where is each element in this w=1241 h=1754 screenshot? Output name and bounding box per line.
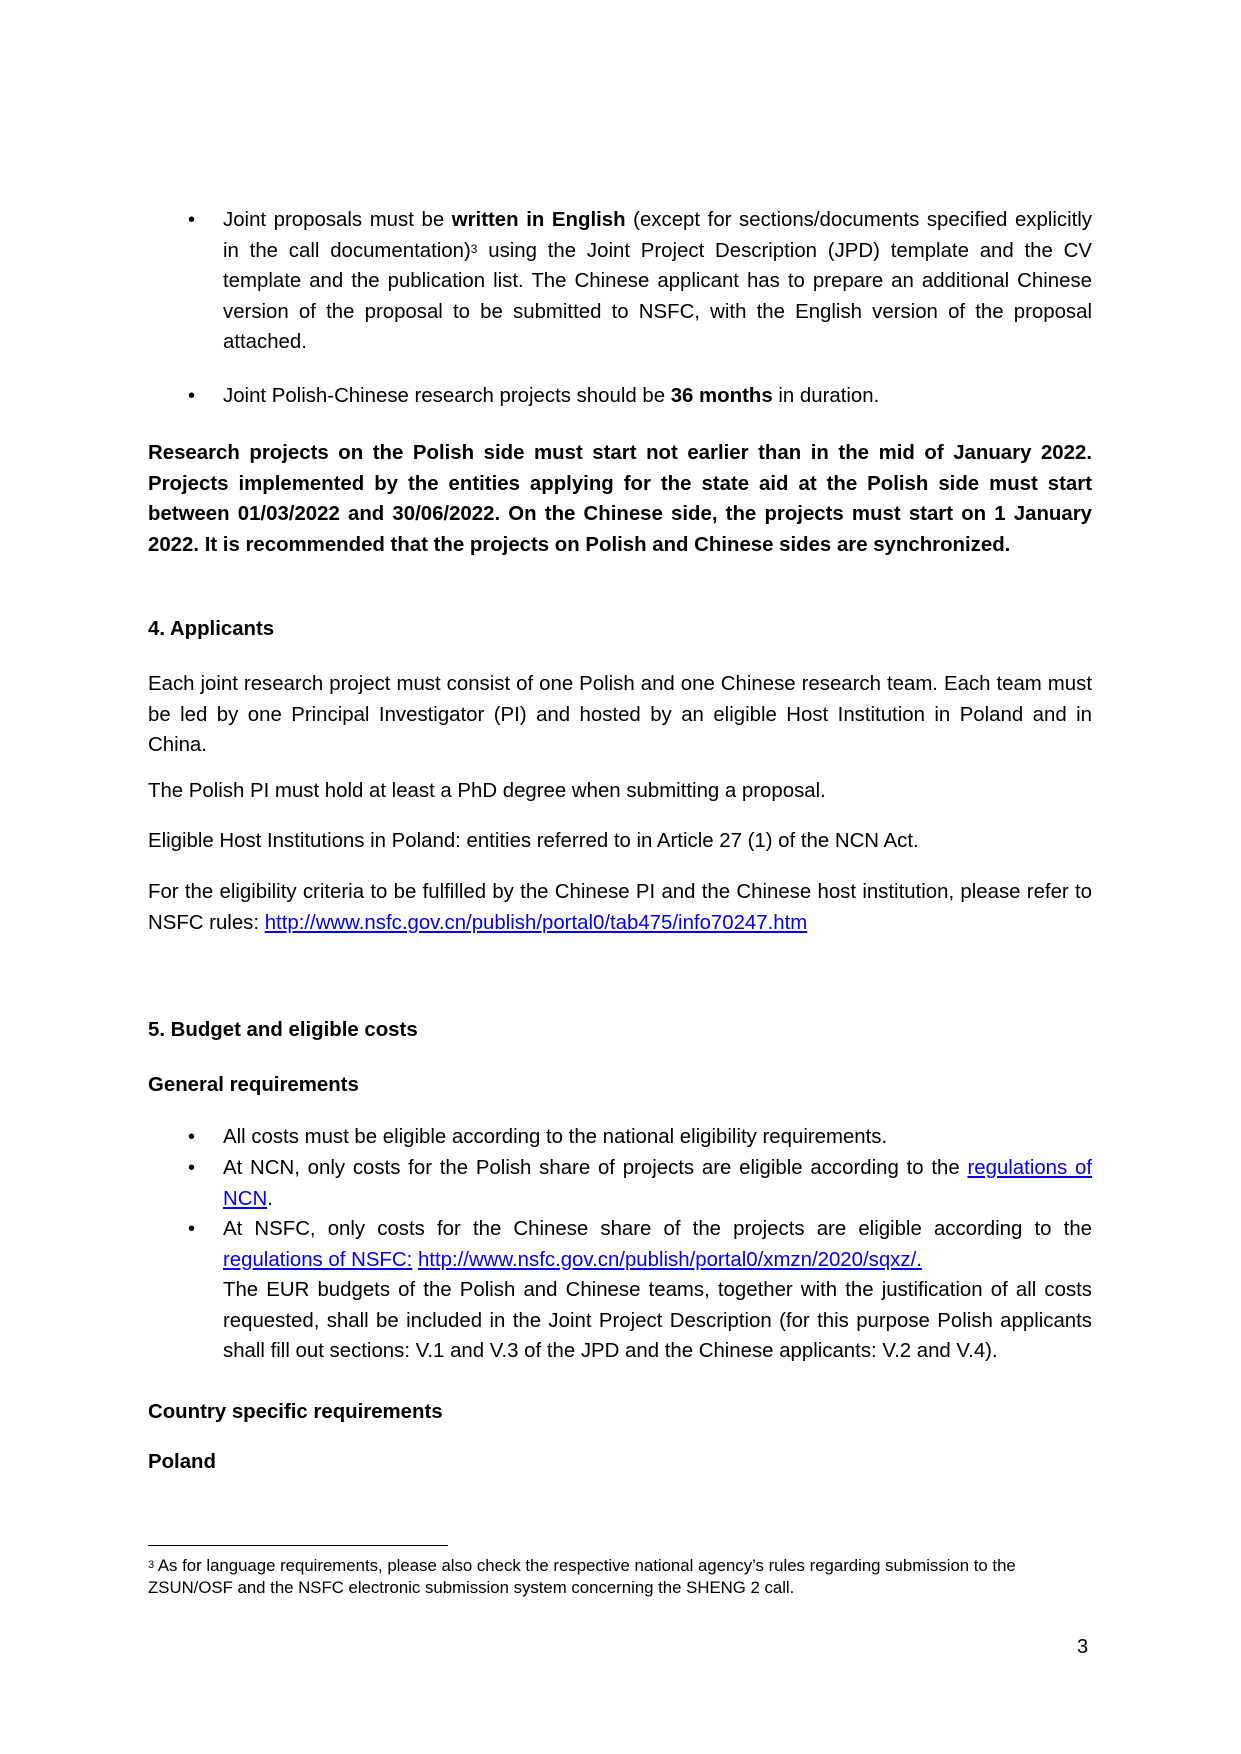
bold-text: 36 months bbox=[670, 385, 773, 407]
paragraph-text: For the eligibility criteria to be fulfilled by the Chinese PI and the Chinese host institution, please refer to NSFC rules: bbox=[148, 881, 1092, 934]
footnote-number: 3 bbox=[148, 1559, 155, 1571]
page-number: 3 bbox=[1077, 1636, 1089, 1658]
footnote-text: As for language requirements, please also check the respective national agency’s rules regarding submission to the ZSUN/OSF and the NSFC electronic submission system concerning the SHENG 2 call. bbox=[148, 1556, 1016, 1597]
bullet-text: . bbox=[267, 1187, 273, 1210]
bullet-item-nsfc bbox=[223, 1214, 1092, 1275]
paragraph-phd: The Polish PI must hold at least a PhD degree when submitting a proposal. bbox=[148, 780, 826, 802]
bullet-item-ncn bbox=[223, 1153, 1092, 1214]
bullet-icon: • bbox=[188, 1218, 196, 1240]
bullet-text: in duration. bbox=[772, 385, 880, 407]
footnote bbox=[148, 1555, 1098, 1599]
bullet-text: (except for sections/documents specified explicitly in the call documentation) bbox=[223, 209, 1092, 262]
bullet-item-language bbox=[223, 205, 1092, 358]
bullet-icon: • bbox=[188, 1157, 196, 1179]
bold-text: written in English bbox=[451, 209, 626, 231]
bullet-item-eligible-costs: All costs must be eligible according to the national eligibility requirements. bbox=[223, 1126, 888, 1148]
paragraph-host-institutions: Eligible Host Institutions in Poland: entities referred to in Article 27 (1) of the NCN Act. bbox=[148, 830, 919, 852]
bullet-icon: • bbox=[188, 385, 196, 407]
nsfc-regulations-link[interactable]: regulations of NSFC: bbox=[223, 1248, 413, 1271]
subheading-poland: Poland bbox=[148, 1451, 216, 1473]
subheading-general-requirements: General requirements bbox=[148, 1074, 359, 1096]
subheading-country-specific: Country specific requirements bbox=[148, 1401, 443, 1423]
footnote-divider bbox=[148, 1545, 448, 1546]
nsfc-regulations-url-link[interactable]: http://www.nsfc.gov.cn/publish/portal0/xmzn/2020/sqxz/. bbox=[417, 1248, 922, 1271]
bullet-icon: • bbox=[188, 209, 196, 231]
paragraph-teams: Each joint research project must consist of one Polish and one Chinese research team. Each team must be led by one Principal Investigator (PI) and hosted by an eligible Host Institution in Poland and in China. bbox=[148, 673, 1092, 756]
bullet-text: Joint proposals must be bbox=[223, 209, 452, 231]
bullet-text: using the Joint Project Description (JPD) template and the CV template and the publication list. The Chinese applicant has to prepare an additional Chinese version of the proposal to be submitted to NSFC, with the English version of the proposal attached. bbox=[223, 239, 1092, 353]
bullet-item-duration bbox=[223, 381, 1092, 412]
paragraph-budget-jpd: The EUR budgets of the Polish and Chinese teams, together with the justification of all costs requested, shall be included in the Joint Project Description (for this purpose Polish applicants shall fill out sections: V.1 and V.3 of the JPD and the Chinese applicants: V.2 and V.4). bbox=[223, 1279, 1092, 1362]
bullet-icon: • bbox=[188, 1126, 196, 1148]
nsfc-rules-link[interactable]: http://www.nsfc.gov.cn/publish/portal0/tab475/info70247.htm bbox=[264, 911, 808, 934]
bullet-text: At NCN, only costs for the Polish share of projects are eligible according to the bbox=[223, 1157, 968, 1179]
section-heading-budget: 5. Budget and eligible costs bbox=[148, 1019, 418, 1041]
section-heading-applicants: 4. Applicants bbox=[148, 618, 275, 640]
footnote-ref[interactable]: 3 bbox=[470, 241, 478, 256]
start-date-notice: Research projects on the Polish side must start not earlier than in the mid of January 2022. Projects implemented by the entities applying for the state aid at the Polish side must start between 01/03/2022 and 30/06/2022. On the Chinese side, the projects must start on 1 January 2022. It is recommended that the projects on Polish and Chinese sides are synchronized. bbox=[148, 442, 1092, 556]
bullet-text: At NSFC, only costs for the Chinese share of the projects are eligible according to the bbox=[223, 1218, 1092, 1240]
paragraph-nsfc-rules bbox=[148, 877, 1092, 938]
ncn-regulations-link[interactable]: regulations of NCN bbox=[223, 1157, 1092, 1210]
bullet-text: Joint Polish-Chinese research projects should be bbox=[223, 385, 671, 407]
